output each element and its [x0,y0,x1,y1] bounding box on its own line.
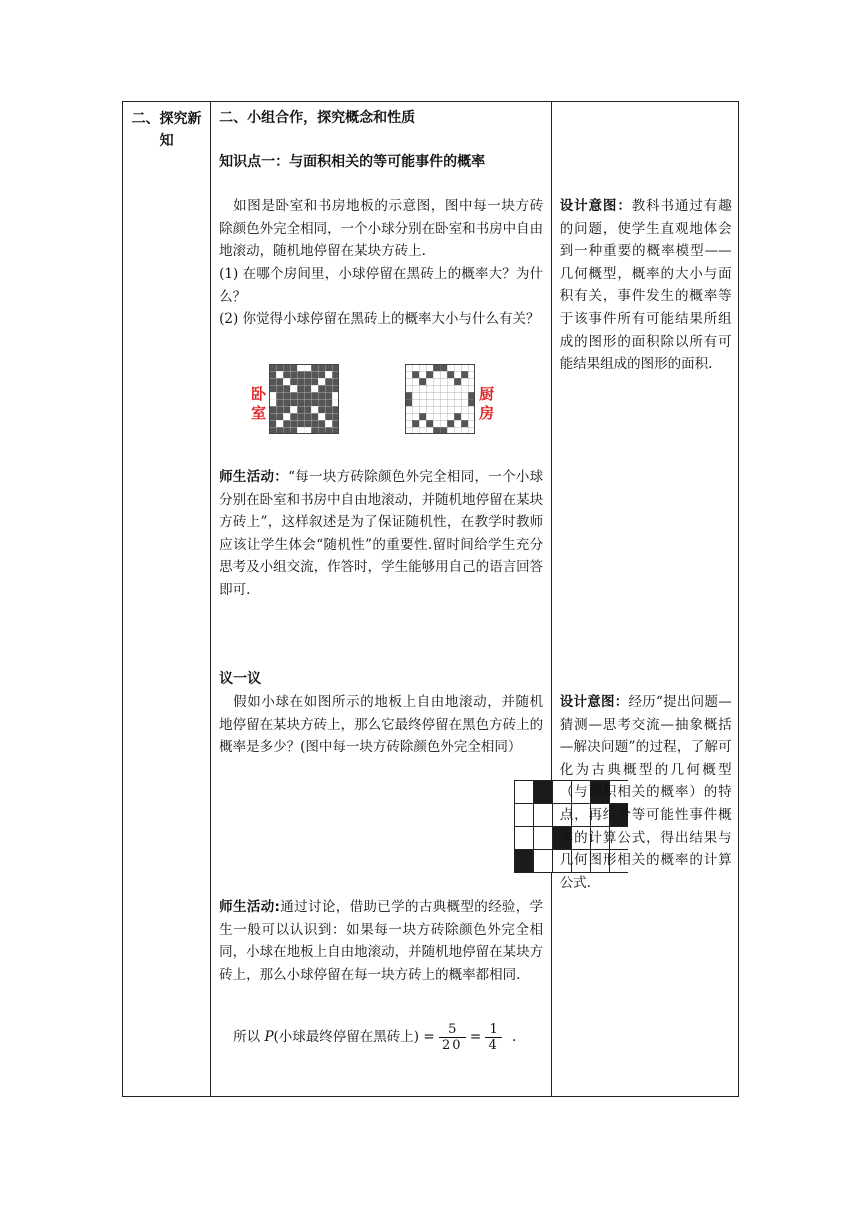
white-tile [515,827,534,850]
formula-prefix: 所以 [233,1029,261,1045]
fraction-2-denominator: 4 [488,1038,499,1053]
formula-p-symbol: P [264,1029,274,1045]
fraction-2-numerator: 1 [485,1022,501,1038]
formula-end: . [512,1029,517,1045]
formula-event: (小球最终停留在黑砖上) [273,1029,420,1045]
design-note-1-label: 设计意图： [559,198,632,214]
fraction-1-4 [485,1022,501,1053]
activity-2 [219,896,543,986]
content-cell [211,102,552,1097]
fraction-1-denominator: 20 [441,1038,463,1053]
discuss-heading: 议一议 [219,671,262,687]
section-cell [123,102,211,1097]
design-intent-cell [551,102,738,1097]
design-note-2 [560,691,732,894]
design-note-2-label: 设计意图： [559,694,629,710]
activity-2-text: 通过讨论，借助已学的古典概型的经验，学生一般可以认识到：如果每一块方砖除颜色外完全相同，小球在地板上自由地滚动，并随机地停留在某块方砖上，那么小球停留在每一块方砖上的概率都相同. [219,899,544,983]
design-note-1 [560,195,732,376]
black-tile [515,850,534,873]
question-2: (2) 你觉得小球停留在黑砖上的概率大小与什么有关？ [219,311,540,327]
discuss-paragraph: 假如小球在如图所示的地板上自由地滚动，并随机地停留在某块方砖上，那么它最终停留在黑色方砖上的概率是多少？(图中每一块方砖除颜色外完全相同） [219,694,544,756]
section-heading: 二、小组合作，探究概念和性质 [219,110,416,126]
question-1: (1) 在哪个房间里，小球停留在黑砖上的概率大？为什么？ [219,266,544,305]
activity-1-text: “每一块方砖除颜色外完全相同，一个小球分别在卧室和书房中自由地滚动，并随机地停留在某块方砖上”，这样叙述是为了保证随机性，在教学时教师应该让学生体会“随机性”的重要性.留时间给学生充分思考及小组交流，作答时，学生能够用自己的语言回答即可. [219,469,544,598]
probability-formula [233,1017,516,1057]
formula-equals: = [423,1029,435,1045]
kitchen-floor-diagram [405,364,475,434]
lesson-plan-table [122,101,739,1097]
activity-1 [219,466,543,602]
formula-equals-2: = [469,1029,482,1045]
intro-paragraph: 如图是卧室和书房地板的示意图，图中每一块方砖除颜色外完全相同，一个小球分别在卧室和书房中自由地滚动，随机地停留在某块方砖上. [219,198,544,260]
fraction-5-20 [439,1022,466,1053]
section-label: 二、探究新知 [131,111,202,149]
knowledge-point-heading: 知识点一：与面积相关的等可能事件的概率 [219,154,486,170]
fraction-1-numerator: 5 [439,1022,466,1038]
black-tile [534,781,553,804]
white-tile [534,804,553,827]
activity-2-label: 师生活动: [219,899,280,915]
design-note-1-text: 教科书通过有趣的问题，使学生直观地体会到一种重要的概率模型——几何概型，概率的大小与面积有关，事件发生的概率等于该事件所有可能结果所组成的图形的面积除以所有可能结果组成的图形的面积. [559,198,732,373]
bedroom-floor-diagram [269,364,339,434]
activity-1-label: 师生活动： [219,469,289,485]
design-note-2-text: 经历“提出问题—猜测—思考交流—抽象概括—解决问题”的过程，了解可化为古典概型的几何概型（与面积相关的概率）的特点，再结合等可能性事件概率的计算公式，得出结果与几何图形相关的概率的计算公式. [559,694,732,891]
white-tile [515,804,534,827]
room-left-label: 卧室 [251,385,267,422]
room-right-label: 厨房 [479,385,495,422]
white-tile [534,827,553,850]
white-tile [534,850,553,873]
white-tile [515,781,534,804]
